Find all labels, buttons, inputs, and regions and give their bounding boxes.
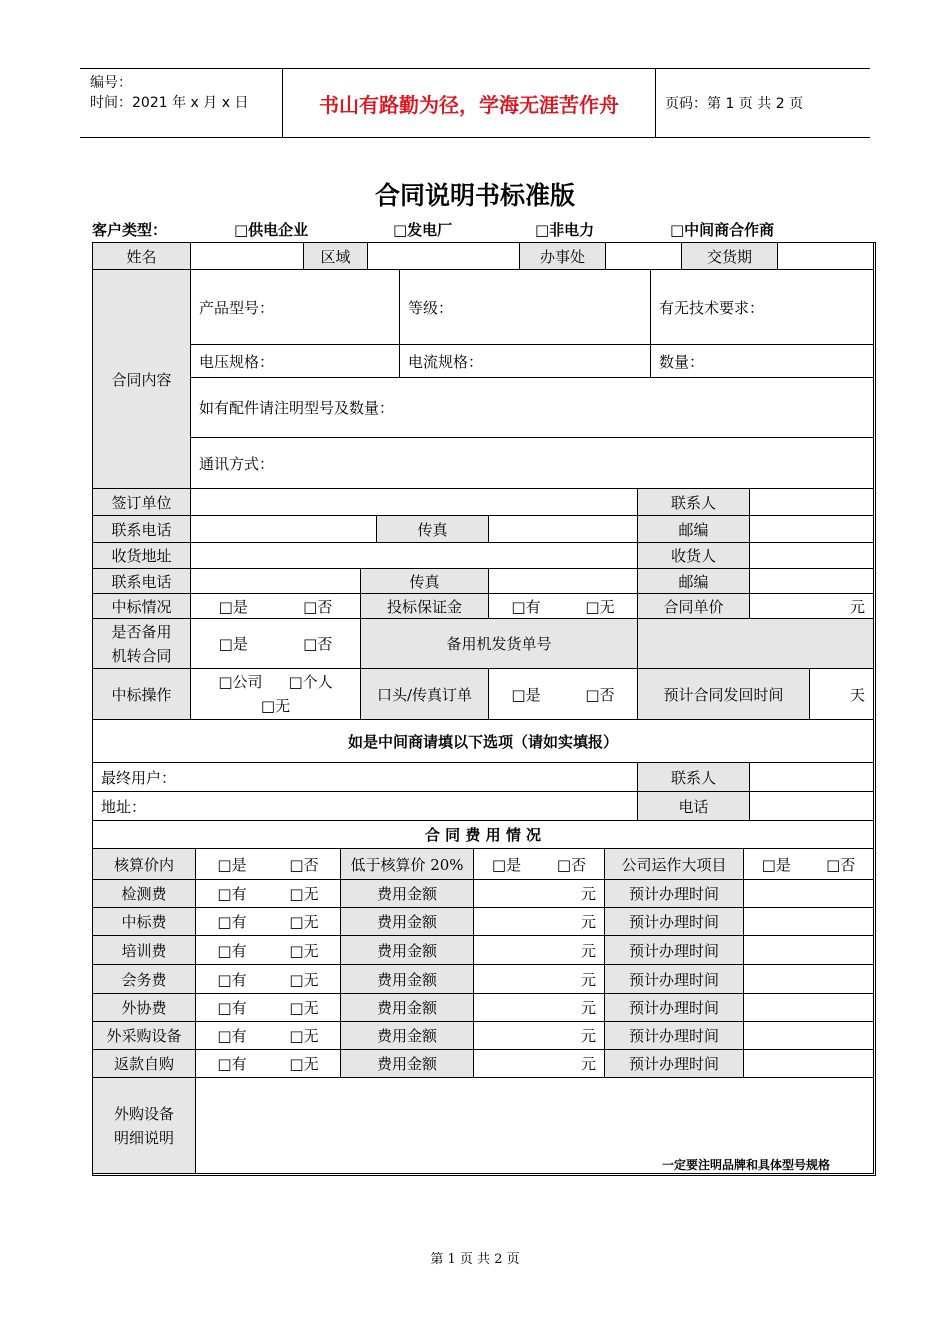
- external-label-line2: 明细说明: [113, 1128, 174, 1147]
- region-label: 区域: [303, 242, 368, 270]
- fee-item-label: 中标费: [92, 907, 196, 936]
- page-header: [80, 68, 870, 138]
- customer-type-option[interactable]: □非电力: [535, 221, 595, 239]
- fee-amount-unit: 元: [580, 1027, 596, 1045]
- fee-amount-field[interactable]: [473, 1049, 605, 1078]
- fee-amount-unit: 元: [580, 885, 596, 903]
- deposit-have-checkbox[interactable]: □有: [511, 597, 541, 616]
- customer-type-option[interactable]: □供电企业: [234, 221, 309, 239]
- fee-time-field[interactable]: [743, 907, 874, 936]
- fee-item-options: [195, 879, 341, 908]
- inner-no-checkbox[interactable]: □否: [289, 855, 319, 874]
- comm-field[interactable]: 通讯方式：: [190, 437, 874, 489]
- fee-none-checkbox[interactable]: □无: [289, 1055, 319, 1073]
- return-time-label: 预计合同发回时间: [637, 668, 810, 720]
- fee-item-options: [195, 964, 341, 994]
- fee-item-label: 返款自购: [92, 1049, 196, 1078]
- number-label: 编号：: [90, 75, 132, 91]
- fee-item-label: 会务费: [92, 964, 196, 994]
- end-user-field[interactable]: 最终用户：: [92, 762, 638, 792]
- fee-none-checkbox[interactable]: □无: [289, 970, 319, 989]
- model-field[interactable]: 产品型号：: [190, 269, 400, 345]
- zip2-field[interactable]: [749, 568, 874, 594]
- office-field[interactable]: [605, 242, 682, 270]
- fax2-label: 传真: [360, 568, 489, 594]
- tech-field[interactable]: 有无技术要求：: [650, 269, 874, 345]
- delivery-label: 交货期: [681, 242, 778, 270]
- order-no-label: 备用机发货单号: [360, 618, 638, 669]
- bid-yes-checkbox[interactable]: □是: [218, 597, 248, 616]
- accessories-field[interactable]: 如有配件请注明型号及数量：: [190, 377, 874, 438]
- below-label: 低于核算价 20%: [340, 848, 474, 880]
- backup-label-line2: 机转合同: [111, 646, 172, 665]
- fee-amount-field[interactable]: [473, 879, 605, 908]
- return-time-field[interactable]: [809, 668, 874, 720]
- phone2-field[interactable]: [190, 568, 361, 594]
- big-yes-checkbox[interactable]: □是: [761, 855, 791, 874]
- fee-item-label: 培训费: [92, 935, 196, 965]
- operation-person-checkbox[interactable]: □个人: [288, 673, 333, 691]
- contact-field[interactable]: [749, 488, 874, 516]
- big-no-checkbox[interactable]: □否: [826, 855, 856, 874]
- fee-amount-label: 费用金额: [340, 879, 474, 908]
- bid-label: 中标情况: [92, 593, 191, 619]
- fee-amount-label: 费用金额: [340, 907, 474, 936]
- fee-amount-label: 费用金额: [340, 1021, 474, 1050]
- bid-no-checkbox[interactable]: □否: [303, 597, 333, 616]
- fee-none-checkbox[interactable]: □无: [289, 913, 319, 931]
- phone2-label: 联系电话: [92, 568, 191, 594]
- big-project-options: [743, 848, 874, 880]
- phone-label: 联系电话: [92, 515, 191, 543]
- deposit-options: [488, 593, 638, 619]
- fee-amount-unit: 元: [580, 970, 596, 989]
- below-options: [473, 848, 605, 880]
- fee-time-label: 预计办理时间: [604, 964, 744, 994]
- mm-phone-label: 电话: [637, 791, 750, 821]
- page-footer: 第 1 页 共 2 页: [430, 1252, 520, 1267]
- name-label: 姓名: [92, 242, 191, 270]
- grade-field[interactable]: 等级：: [399, 269, 651, 345]
- zip-label: 邮编: [637, 515, 750, 543]
- fee-amount-unit: 元: [580, 999, 596, 1017]
- fee-time-field[interactable]: [743, 1021, 874, 1050]
- fee-time-field[interactable]: [743, 879, 874, 908]
- mm-contact-field[interactable]: [749, 762, 874, 792]
- address-label: 收货地址: [92, 542, 191, 569]
- contact-label: 联系人: [637, 488, 750, 516]
- price-unit: 元: [849, 597, 865, 616]
- deposit-label: 投标保证金: [360, 593, 489, 619]
- fee-item-options: [195, 935, 341, 965]
- backup-label-line1: 是否备用: [111, 622, 172, 641]
- fee-time-field[interactable]: [743, 935, 874, 965]
- fee-amount-field[interactable]: [473, 964, 605, 994]
- fee-item-label: 外采购设备: [92, 1021, 196, 1050]
- phone-field[interactable]: [190, 515, 377, 543]
- document-title: 合同说明书标准版: [374, 181, 575, 210]
- bid-options: [190, 593, 361, 619]
- receiver-label: 收货人: [637, 542, 750, 569]
- external-label: [92, 1077, 196, 1174]
- fee-item-label: 外协费: [92, 993, 196, 1022]
- fax2-field[interactable]: [488, 568, 638, 594]
- current-field[interactable]: 电流规格：: [399, 344, 651, 378]
- price-field[interactable]: [749, 593, 874, 619]
- customer-type-option[interactable]: □发电厂: [393, 221, 453, 239]
- fee-have-checkbox[interactable]: □有: [217, 999, 247, 1017]
- backup-options: [190, 618, 361, 669]
- fee-have-checkbox[interactable]: □有: [217, 885, 247, 903]
- fee-amount-label: 费用金额: [340, 993, 474, 1022]
- fee-none-checkbox[interactable]: □无: [289, 941, 319, 960]
- fee-time-label: 预计办理时间: [604, 1021, 744, 1050]
- fee-time-field[interactable]: [743, 993, 874, 1022]
- sign-unit-label: 签订单位: [92, 488, 191, 516]
- fee-amount-unit: 元: [580, 1055, 596, 1073]
- order-no-field[interactable]: [637, 618, 874, 669]
- verbal-yes-checkbox[interactable]: □是: [511, 685, 541, 704]
- customer-type-label: 客户类型：: [92, 221, 168, 239]
- fee-amount-field[interactable]: [473, 935, 605, 965]
- deposit-none-checkbox[interactable]: □无: [585, 597, 615, 616]
- fee-amount-label: 费用金额: [340, 1049, 474, 1078]
- fee-time-label: 预计办理时间: [604, 879, 744, 908]
- price-label: 合同单价: [637, 593, 750, 619]
- fee-none-checkbox[interactable]: □无: [289, 999, 319, 1017]
- middleman-header: 如是中间商请填以下选项（请如实填报）: [92, 719, 874, 763]
- fee-amount-field[interactable]: [473, 1021, 605, 1050]
- delivery-field[interactable]: [777, 242, 874, 270]
- fee-item-options: [195, 1021, 341, 1050]
- fees-header: 合 同 费 用 情 况: [92, 820, 874, 849]
- below-yes-checkbox[interactable]: □是: [491, 855, 522, 874]
- fee-amount-field[interactable]: [473, 907, 605, 936]
- fee-have-checkbox[interactable]: □有: [217, 1055, 247, 1073]
- fee-item-label: 检测费: [92, 879, 196, 908]
- header-left: [90, 73, 248, 113]
- backup-yes-checkbox[interactable]: □是: [218, 635, 248, 653]
- below-no-checkbox[interactable]: □否: [556, 855, 587, 874]
- verbal-order-options: [488, 668, 638, 720]
- operation-none-checkbox[interactable]: □无: [260, 697, 291, 715]
- fee-amount-unit: 元: [580, 941, 596, 960]
- backup-no-checkbox[interactable]: □否: [303, 635, 333, 653]
- mm-contact-label: 联系人: [637, 762, 750, 792]
- mm-address-field[interactable]: 地址：: [92, 791, 638, 821]
- fee-have-checkbox[interactable]: □有: [217, 941, 247, 960]
- operation-options: [190, 668, 361, 720]
- verbal-no-checkbox[interactable]: □否: [585, 685, 615, 704]
- fee-amount-field[interactable]: [473, 993, 605, 1022]
- operation-company-checkbox[interactable]: □公司: [218, 673, 263, 691]
- fee-time-label: 预计办理时间: [604, 935, 744, 965]
- fee-have-checkbox[interactable]: □有: [217, 913, 247, 931]
- verbal-order-label: 口头/传真订单: [360, 668, 489, 720]
- zip-field[interactable]: [749, 515, 874, 543]
- time-label: 时间：2021 年 x 月 x 日: [90, 95, 249, 111]
- office-label: 办事处: [519, 242, 606, 270]
- fee-none-checkbox[interactable]: □无: [289, 885, 319, 903]
- external-note: 一定要注明品牌和具体型号规格: [662, 1158, 831, 1172]
- receiver-field[interactable]: [749, 542, 874, 569]
- fee-time-label: 预计办理时间: [604, 907, 744, 936]
- fee-time-field[interactable]: [743, 1049, 874, 1078]
- quantity-field[interactable]: 数量：: [650, 344, 874, 378]
- contract-label: 合同内容: [92, 269, 191, 489]
- voltage-field[interactable]: 电压规格：: [190, 344, 400, 378]
- fax-label: 传真: [376, 515, 489, 543]
- fax-field[interactable]: [488, 515, 638, 543]
- fee-amount-label: 费用金额: [340, 935, 474, 965]
- fee-item-options: [195, 907, 341, 936]
- backup-label: [92, 618, 191, 669]
- big-project-label: 公司运作大项目: [604, 848, 744, 880]
- inner-options: [195, 848, 341, 880]
- region-field[interactable]: [367, 242, 520, 270]
- mm-phone-field[interactable]: [749, 791, 874, 821]
- fee-none-checkbox[interactable]: □无: [289, 1027, 319, 1045]
- inner-label: 核算价内: [92, 848, 196, 880]
- fee-item-options: [195, 1049, 341, 1078]
- inner-yes-checkbox[interactable]: □是: [217, 855, 247, 874]
- day-unit: 天: [849, 685, 865, 704]
- name-field[interactable]: [190, 242, 304, 270]
- fee-amount-unit: 元: [580, 913, 596, 931]
- zip2-label: 邮编: [637, 568, 750, 594]
- fee-item-options: [195, 993, 341, 1022]
- fee-time-field[interactable]: [743, 964, 874, 994]
- fee-have-checkbox[interactable]: □有: [217, 970, 247, 989]
- fee-amount-label: 费用金额: [340, 964, 474, 994]
- fee-have-checkbox[interactable]: □有: [217, 1027, 247, 1045]
- address-field[interactable]: [190, 542, 638, 569]
- page-info: 页码：第 1 页 共 2 页: [665, 96, 804, 112]
- operation-label: 中标操作: [92, 668, 191, 720]
- motto: 书山有路勤为径，学海无涯苦作舟: [282, 69, 656, 137]
- fee-time-label: 预计办理时间: [604, 1049, 744, 1078]
- fee-time-label: 预计办理时间: [604, 993, 744, 1022]
- external-label-line1: 外购设备: [113, 1104, 174, 1123]
- sign-unit-field[interactable]: [190, 488, 638, 516]
- customer-type-option[interactable]: □中间商合作商: [670, 221, 775, 239]
